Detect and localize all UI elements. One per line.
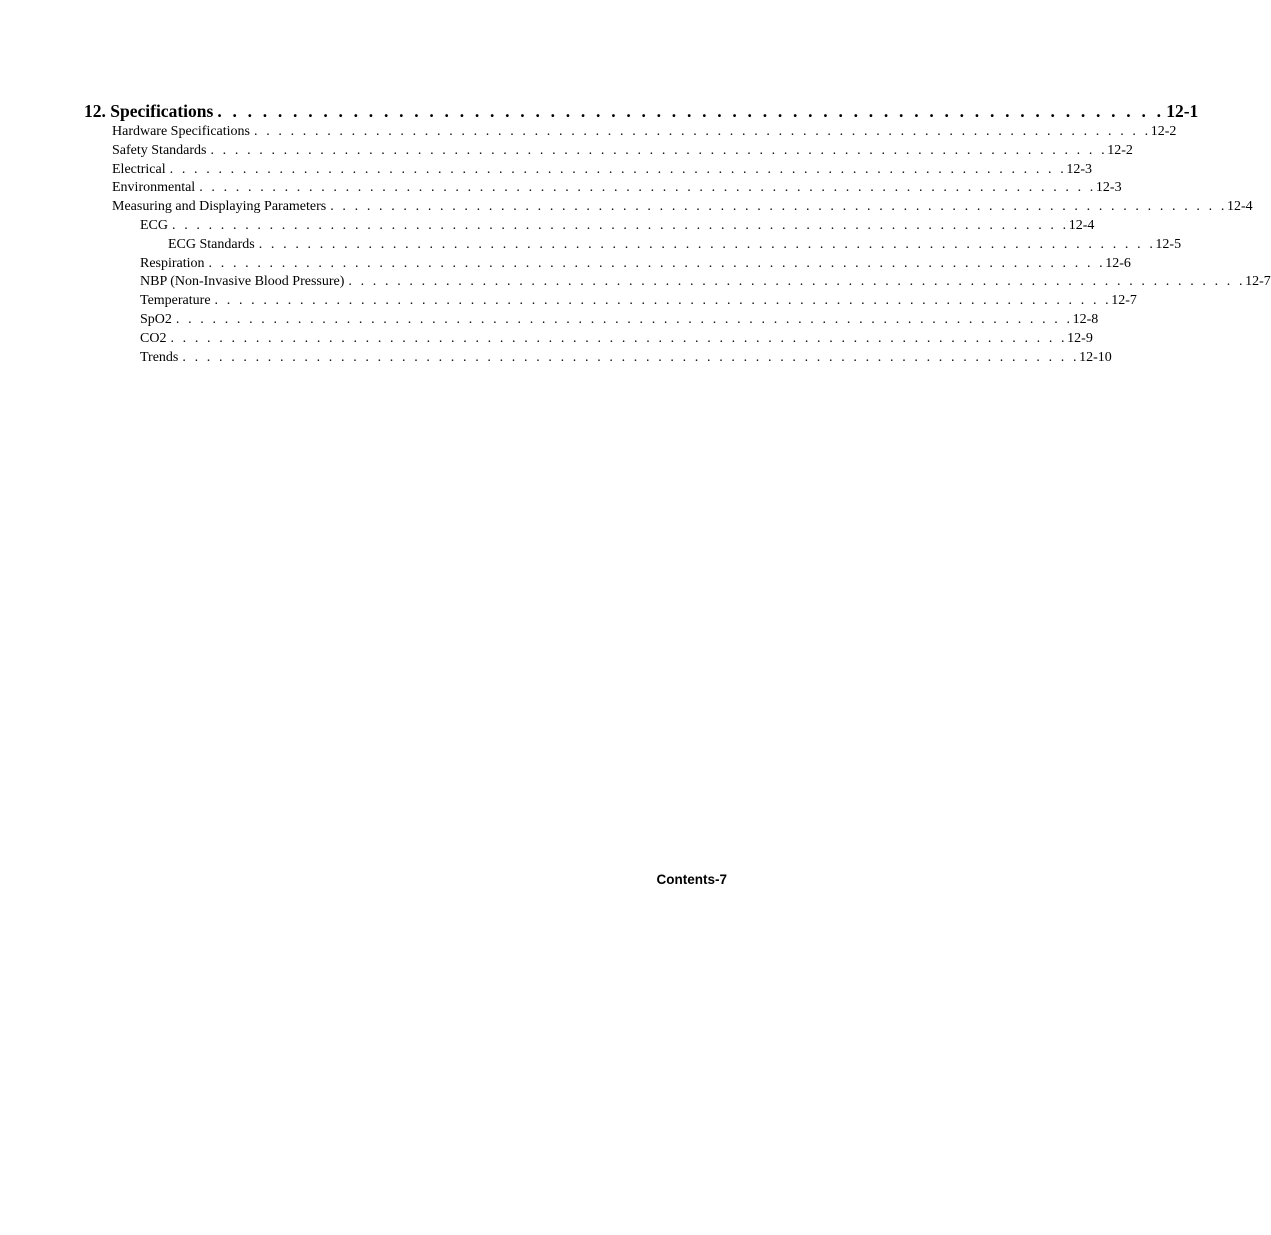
toc-chapter-label: 12. Specifications: [84, 101, 214, 121]
toc-entry-electrical[interactable]: [84, 161, 1093, 180]
toc-entry-ecg[interactable]: [84, 217, 1095, 236]
toc-entry-page: 12-5: [1155, 236, 1182, 252]
page-footer-label: Contents-7: [656, 872, 727, 887]
dot-leader: . . . . . . . . . . . . . . . . . . . . . . . . . . . . . . . . . . . . . . . . . . . . . . . . . . . . . . . . . . . . . . . . . . . . . . . . . .: [199, 180, 1096, 196]
toc-entry-trends[interactable]: [84, 349, 1112, 368]
toc-entry-label: SpO2: [140, 311, 172, 327]
toc-entry-label: Environmental: [112, 180, 196, 196]
dot-leader: . . . . . . . . . . . . . . . . . . . . . . . . . . . . . . . . . . . . . . . . . . . . . . . . . . . . . . . . . . . . . . . . . . . . . . . . . .: [330, 199, 1227, 215]
toc-entry-page: 12-7: [1111, 293, 1137, 309]
toc-entry-page: 12-3: [1095, 180, 1122, 196]
toc-entry-label: Temperature: [140, 293, 211, 309]
toc-entry-label: ECG Standards: [168, 236, 255, 252]
toc-entry-page: 12-8: [1072, 311, 1099, 327]
dot-leader: . . . . . . . . . . . . . . . . . . . . . . . . . . . . . . . . . . . . . . . . . . . . . . . . . . . . . . . . . . . . . . . . . . . . . . . . . .: [214, 293, 1112, 309]
toc-entry-label: CO2: [140, 330, 167, 346]
toc-entry-page: 12-6: [1105, 255, 1131, 271]
toc-chapter-page: 12-1: [1166, 101, 1199, 121]
toc-entry-page: 12-7: [1245, 274, 1271, 290]
toc-entry-page: 12-4: [1226, 199, 1253, 215]
dot-leader: . . . . . . . . . . . . . . . . . . . . . . . . . . . . . . . . . . . . . . . . . . . . . . . . . . . . . . . . . . . . . . . . . . . . . . . . . .: [175, 311, 1073, 327]
toc-entry-label: Respiration: [140, 255, 205, 271]
toc-entry-label: ECG: [140, 217, 168, 233]
toc-entry-label: Electrical: [112, 161, 166, 177]
dot-leader: . . . . . . . . . . . . . . . . . . . . . . . . . . . . . . . . . . . . . . . . . . . . . . . . . . . . . . . . . . . . . . . . . . . . . . . . . .: [210, 142, 1108, 158]
toc-entry-environmental[interactable]: [84, 179, 1122, 198]
table-of-contents: [84, 100, 1271, 367]
dot-leader: . . . . . . . . . . . . . . . . . . . . . . . . . . . . . . . . . . . . . . . . . . . . . . . . . . . . . . . . . . . . . . . . . . . . . . . . . .: [170, 330, 1068, 346]
toc-entry-page: 12-9: [1067, 330, 1093, 346]
toc-entry-measuring-and-displaying-parameters[interactable]: [84, 198, 1253, 217]
toc-entry-nbp[interactable]: [84, 273, 1271, 292]
dot-leader: . . . . . . . . . . . . . . . . . . . . . . . . . . . . . . . . . . . . . . . . . . . . . . . . . . . . . . . . . . . . . . .: [217, 101, 1165, 121]
toc-entry-page: 12-2: [1107, 142, 1133, 158]
toc-entry-ecg-standards[interactable]: [84, 236, 1182, 255]
toc-entry-page: 12-2: [1150, 124, 1177, 139]
dot-leader: . . . . . . . . . . . . . . . . . . . . . . . . . . . . . . . . . . . . . . . . . . . . . . . . . . . . . . . . . . . . . . . . . . . . . . . . . .: [172, 217, 1069, 233]
toc-entry-label: Trends: [140, 349, 179, 365]
dot-leader: . . . . . . . . . . . . . . . . . . . . . . . . . . . . . . . . . . . . . . . . . . . . . . . . . . . . . . . . . . . . . . . . . . . . . . . . . .: [182, 349, 1080, 365]
toc-entry-co2[interactable]: [84, 330, 1093, 349]
dot-leader: . . . . . . . . . . . . . . . . . . . . . . . . . . . . . . . . . . . . . . . . . . . . . . . . . . . . . . . . . . . . . . . . . . . . . . . . . .: [169, 161, 1067, 177]
toc-entry-label: NBP (Non-Invasive Blood Pressure): [140, 274, 345, 290]
dot-leader: . . . . . . . . . . . . . . . . . . . . . . . . . . . . . . . . . . . . . . . . . . . . . . . . . . . . . . . . . . . . . . . . . . . . . . . . . .: [208, 255, 1106, 271]
dot-leader: . . . . . . . . . . . . . . . . . . . . . . . . . . . . . . . . . . . . . . . . . . . . . . . . . . . . . . . . . . . . . . . . . . . . . . . . . .: [258, 236, 1156, 252]
toc-entry-label: Safety Standards: [112, 142, 207, 158]
dot-leader: . . . . . . . . . . . . . . . . . . . . . . . . . . . . . . . . . . . . . . . . . . . . . . . . . . . . . . . . . . . . . . . . . . . . . . . . . .: [348, 274, 1246, 290]
toc-entry-page: 12-10: [1079, 349, 1112, 365]
toc-entry-safety-standards[interactable]: [84, 142, 1133, 161]
toc-entry-page: 12-3: [1066, 161, 1093, 177]
toc-entry-label: Measuring and Displaying Parameters: [112, 199, 327, 215]
toc-entry-label: Hardware Specifications: [112, 124, 250, 139]
toc-entry-respiration[interactable]: [84, 255, 1131, 274]
toc-entry-page: 12-4: [1068, 217, 1095, 233]
toc-entry-hardware-specifications[interactable]: [84, 123, 1177, 142]
toc-entry-spo2[interactable]: [84, 311, 1099, 330]
dot-leader: . . . . . . . . . . . . . . . . . . . . . . . . . . . . . . . . . . . . . . . . . . . . . . . . . . . . . . . . . . . . . . . . . . . . . . . . . .: [254, 124, 1151, 139]
toc-chapter-specifications[interactable]: [84, 100, 1199, 123]
toc-entry-temperature[interactable]: [84, 292, 1137, 311]
